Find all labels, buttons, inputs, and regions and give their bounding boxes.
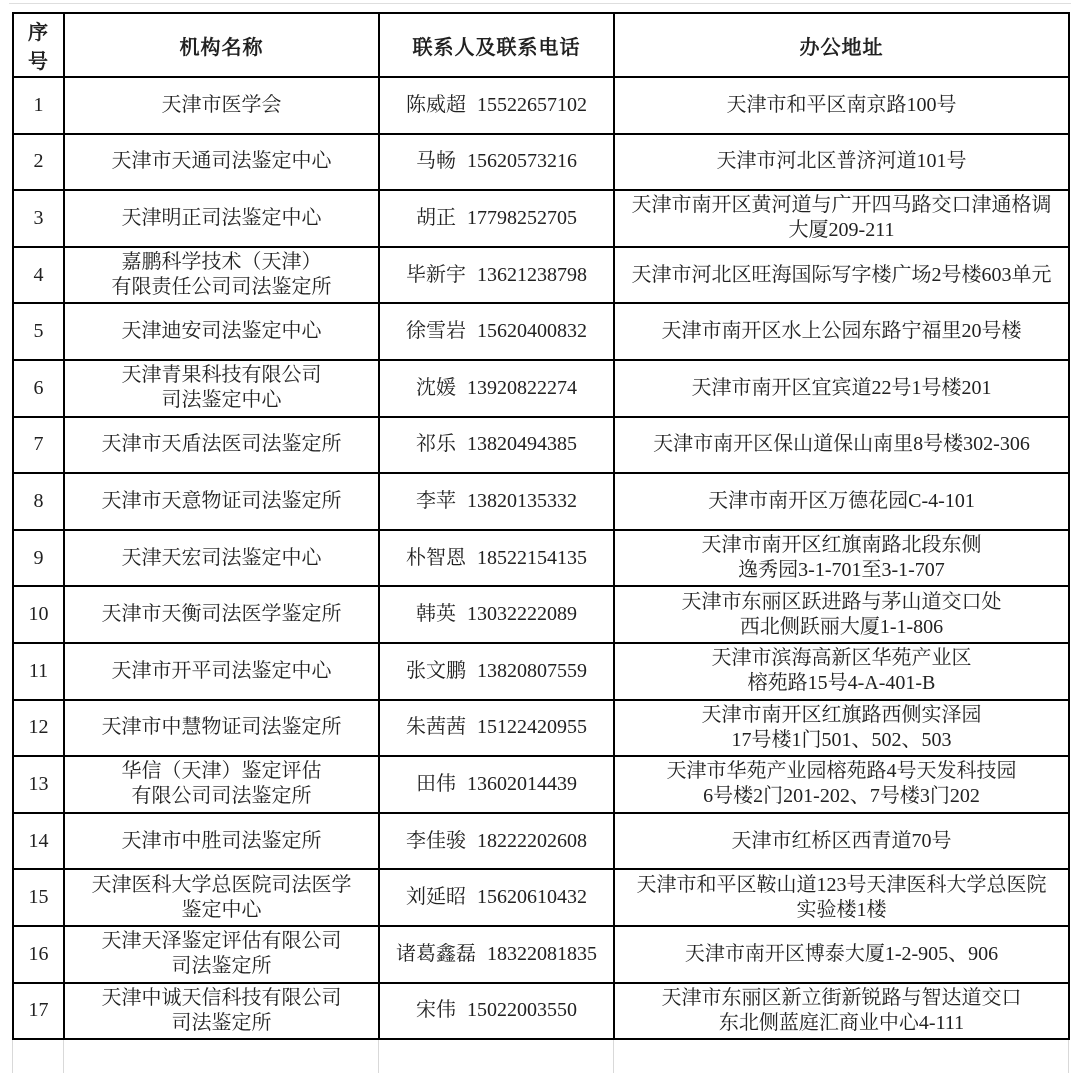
contact-name: 朱茜茜 bbox=[406, 716, 466, 739]
cell-contact bbox=[379, 643, 614, 700]
contact-name: 朴智恩 bbox=[406, 546, 466, 569]
contact-phone: 13621238798 bbox=[477, 263, 587, 286]
table-row bbox=[13, 473, 1069, 530]
cell-address: 天津市和平区南京路100号 bbox=[614, 77, 1069, 134]
contact-phone: 15620400832 bbox=[477, 320, 587, 343]
top-gridline bbox=[9, 3, 1071, 4]
cell-contact bbox=[379, 247, 614, 304]
cell-org: 天津迪安司法鉴定中心 bbox=[64, 303, 379, 360]
cell-contact bbox=[379, 586, 614, 643]
cell-address: 天津市河北区旺海国际写字楼广场2号楼603单元 bbox=[614, 247, 1069, 304]
cell-address: 天津市河北区普济河道101号 bbox=[614, 134, 1069, 191]
cell-address: 天津市和平区鞍山道123号天津医科大学总医院 实验楼1楼 bbox=[614, 869, 1069, 926]
cell-org: 天津市中慧物证司法鉴定所 bbox=[64, 700, 379, 757]
cell-org: 天津市天衡司法医学鉴定所 bbox=[64, 586, 379, 643]
table-row bbox=[13, 530, 1069, 587]
cell-address: 天津市南开区博泰大厦1-2-905、906 bbox=[614, 926, 1069, 983]
contact-phone: 13032222089 bbox=[467, 603, 577, 626]
cell-no: 15 bbox=[13, 869, 64, 926]
contact-name: 李佳骏 bbox=[406, 829, 466, 852]
cell-no: 9 bbox=[13, 530, 64, 587]
contact-name: 诸葛鑫磊 bbox=[396, 942, 476, 965]
cell-address: 天津市南开区保山道保山南里8号楼302-306 bbox=[614, 417, 1069, 474]
contact-name: 毕新宇 bbox=[406, 263, 466, 286]
empty-trailing-row bbox=[12, 1040, 1069, 1073]
contact-phone: 13602014439 bbox=[467, 772, 577, 795]
contact-name: 李苹 bbox=[416, 489, 456, 512]
cell-no: 16 bbox=[13, 926, 64, 983]
contact-phone: 13820135332 bbox=[467, 489, 577, 512]
cell-org: 天津医科大学总医院司法医学 鉴定中心 bbox=[64, 869, 379, 926]
ghost-row bbox=[13, 1040, 1069, 1073]
cell-org: 天津市开平司法鉴定中心 bbox=[64, 643, 379, 700]
contact-phone: 17798252705 bbox=[467, 206, 577, 229]
contact-phone: 15522657102 bbox=[477, 93, 587, 116]
contact-phone: 18322081835 bbox=[487, 942, 597, 965]
institutions-table bbox=[12, 12, 1070, 1040]
cell-no: 3 bbox=[13, 190, 64, 247]
table-row bbox=[13, 586, 1069, 643]
cell-org: 天津中诚天信科技有限公司 司法鉴定所 bbox=[64, 983, 379, 1040]
cell-contact bbox=[379, 360, 614, 417]
table-row bbox=[13, 247, 1069, 304]
header-row bbox=[13, 13, 1069, 77]
contact-phone: 18522154135 bbox=[477, 546, 587, 569]
cell-no: 14 bbox=[13, 813, 64, 870]
cell-org: 天津市天盾法医司法鉴定所 bbox=[64, 417, 379, 474]
contact-phone: 18222202608 bbox=[477, 829, 587, 852]
table-row bbox=[13, 303, 1069, 360]
table-row bbox=[13, 869, 1069, 926]
cell-contact bbox=[379, 983, 614, 1040]
cell-no: 12 bbox=[13, 700, 64, 757]
cell-no: 6 bbox=[13, 360, 64, 417]
contact-phone: 15122420955 bbox=[477, 716, 587, 739]
cell-contact bbox=[379, 303, 614, 360]
cell-contact bbox=[379, 530, 614, 587]
cell-contact bbox=[379, 756, 614, 813]
cell-contact bbox=[379, 926, 614, 983]
cell-address: 天津市南开区万德花园C-4-101 bbox=[614, 473, 1069, 530]
cell-no: 13 bbox=[13, 756, 64, 813]
contact-phone: 15620573216 bbox=[467, 150, 577, 173]
cell-contact bbox=[379, 700, 614, 757]
contact-name: 沈媛 bbox=[416, 376, 456, 399]
ghost-cell bbox=[13, 1040, 64, 1073]
cell-org: 天津明正司法鉴定中心 bbox=[64, 190, 379, 247]
table-row bbox=[13, 983, 1069, 1040]
col-header-contact: 联系人及联系电话 bbox=[379, 13, 614, 77]
contact-name: 宋伟 bbox=[416, 999, 456, 1022]
cell-org: 天津天泽鉴定评估有限公司 司法鉴定所 bbox=[64, 926, 379, 983]
table-row bbox=[13, 417, 1069, 474]
cell-no: 2 bbox=[13, 134, 64, 191]
contact-phone: 13920822274 bbox=[467, 376, 577, 399]
cell-no: 4 bbox=[13, 247, 64, 304]
cell-address: 天津市南开区宜宾道22号1号楼201 bbox=[614, 360, 1069, 417]
cell-contact bbox=[379, 417, 614, 474]
table-row bbox=[13, 643, 1069, 700]
cell-org: 天津市中胜司法鉴定所 bbox=[64, 813, 379, 870]
table-row bbox=[13, 926, 1069, 983]
cell-address: 天津市南开区红旗路西侧实泽园 17号楼1门501、502、503 bbox=[614, 700, 1069, 757]
cell-no: 5 bbox=[13, 303, 64, 360]
contact-name: 徐雪岩 bbox=[406, 320, 466, 343]
cell-org: 天津市天通司法鉴定中心 bbox=[64, 134, 379, 191]
cell-address: 天津市南开区水上公园东路宁福里20号楼 bbox=[614, 303, 1069, 360]
table-row bbox=[13, 756, 1069, 813]
contact-name: 胡正 bbox=[416, 206, 456, 229]
col-header-address: 办公地址 bbox=[614, 13, 1069, 77]
contact-name: 韩英 bbox=[416, 603, 456, 626]
cell-address: 天津市东丽区跃进路与茅山道交口处 西北侧跃丽大厦1-1-806 bbox=[614, 586, 1069, 643]
cell-org: 嘉鹏科学技术（天津） 有限责任公司司法鉴定所 bbox=[64, 247, 379, 304]
cell-address: 天津市南开区黄河道与广开四马路交口津通格调 大厦209-211 bbox=[614, 190, 1069, 247]
cell-no: 17 bbox=[13, 983, 64, 1040]
cell-no: 1 bbox=[13, 77, 64, 134]
contact-phone: 13820494385 bbox=[467, 433, 577, 456]
cell-org: 天津青果科技有限公司 司法鉴定中心 bbox=[64, 360, 379, 417]
table-row bbox=[13, 77, 1069, 134]
cell-address: 天津市滨海高新区华苑产业区 榕苑路15号4-A-401-B bbox=[614, 643, 1069, 700]
cell-org: 华信（天津）鉴定评估 有限公司司法鉴定所 bbox=[64, 756, 379, 813]
cell-org: 天津天宏司法鉴定中心 bbox=[64, 530, 379, 587]
cell-org: 天津市医学会 bbox=[64, 77, 379, 134]
table-row bbox=[13, 190, 1069, 247]
table-row bbox=[13, 813, 1069, 870]
contact-name: 马畅 bbox=[416, 150, 456, 173]
contact-name: 陈威超 bbox=[406, 93, 466, 116]
cell-address: 天津市红桥区西青道70号 bbox=[614, 813, 1069, 870]
contact-phone: 13820807559 bbox=[477, 659, 587, 682]
cell-no: 10 bbox=[13, 586, 64, 643]
contact-name: 田伟 bbox=[416, 772, 456, 795]
contact-phone: 15620610432 bbox=[477, 886, 587, 909]
ghost-cell bbox=[64, 1040, 379, 1073]
ghost-cell bbox=[379, 1040, 614, 1073]
cell-no: 11 bbox=[13, 643, 64, 700]
cell-org: 天津市天意物证司法鉴定所 bbox=[64, 473, 379, 530]
ghost-cell bbox=[614, 1040, 1069, 1073]
table-row bbox=[13, 134, 1069, 191]
cell-contact bbox=[379, 190, 614, 247]
contact-name: 张文鹏 bbox=[406, 659, 466, 682]
cell-address: 天津市东丽区新立街新锐路与智达道交口 东北侧蓝庭汇商业中心4-111 bbox=[614, 983, 1069, 1040]
contact-name: 祁乐 bbox=[416, 433, 456, 456]
cell-address: 天津市华苑产业园榕苑路4号天发科技园 6号楼2门201-202、7号楼3门202 bbox=[614, 756, 1069, 813]
cell-contact bbox=[379, 813, 614, 870]
table-row bbox=[13, 360, 1069, 417]
cell-no: 7 bbox=[13, 417, 64, 474]
cell-address: 天津市南开区红旗南路北段东侧 逸秀园3-1-701至3-1-707 bbox=[614, 530, 1069, 587]
table-row bbox=[13, 700, 1069, 757]
col-header-org: 机构名称 bbox=[64, 13, 379, 77]
cell-contact bbox=[379, 77, 614, 134]
contact-phone: 15022003550 bbox=[467, 999, 577, 1022]
contact-name: 刘延昭 bbox=[406, 886, 466, 909]
col-header-no: 序号 bbox=[13, 13, 64, 77]
cell-no: 8 bbox=[13, 473, 64, 530]
cell-contact bbox=[379, 134, 614, 191]
cell-contact bbox=[379, 473, 614, 530]
cell-contact bbox=[379, 869, 614, 926]
